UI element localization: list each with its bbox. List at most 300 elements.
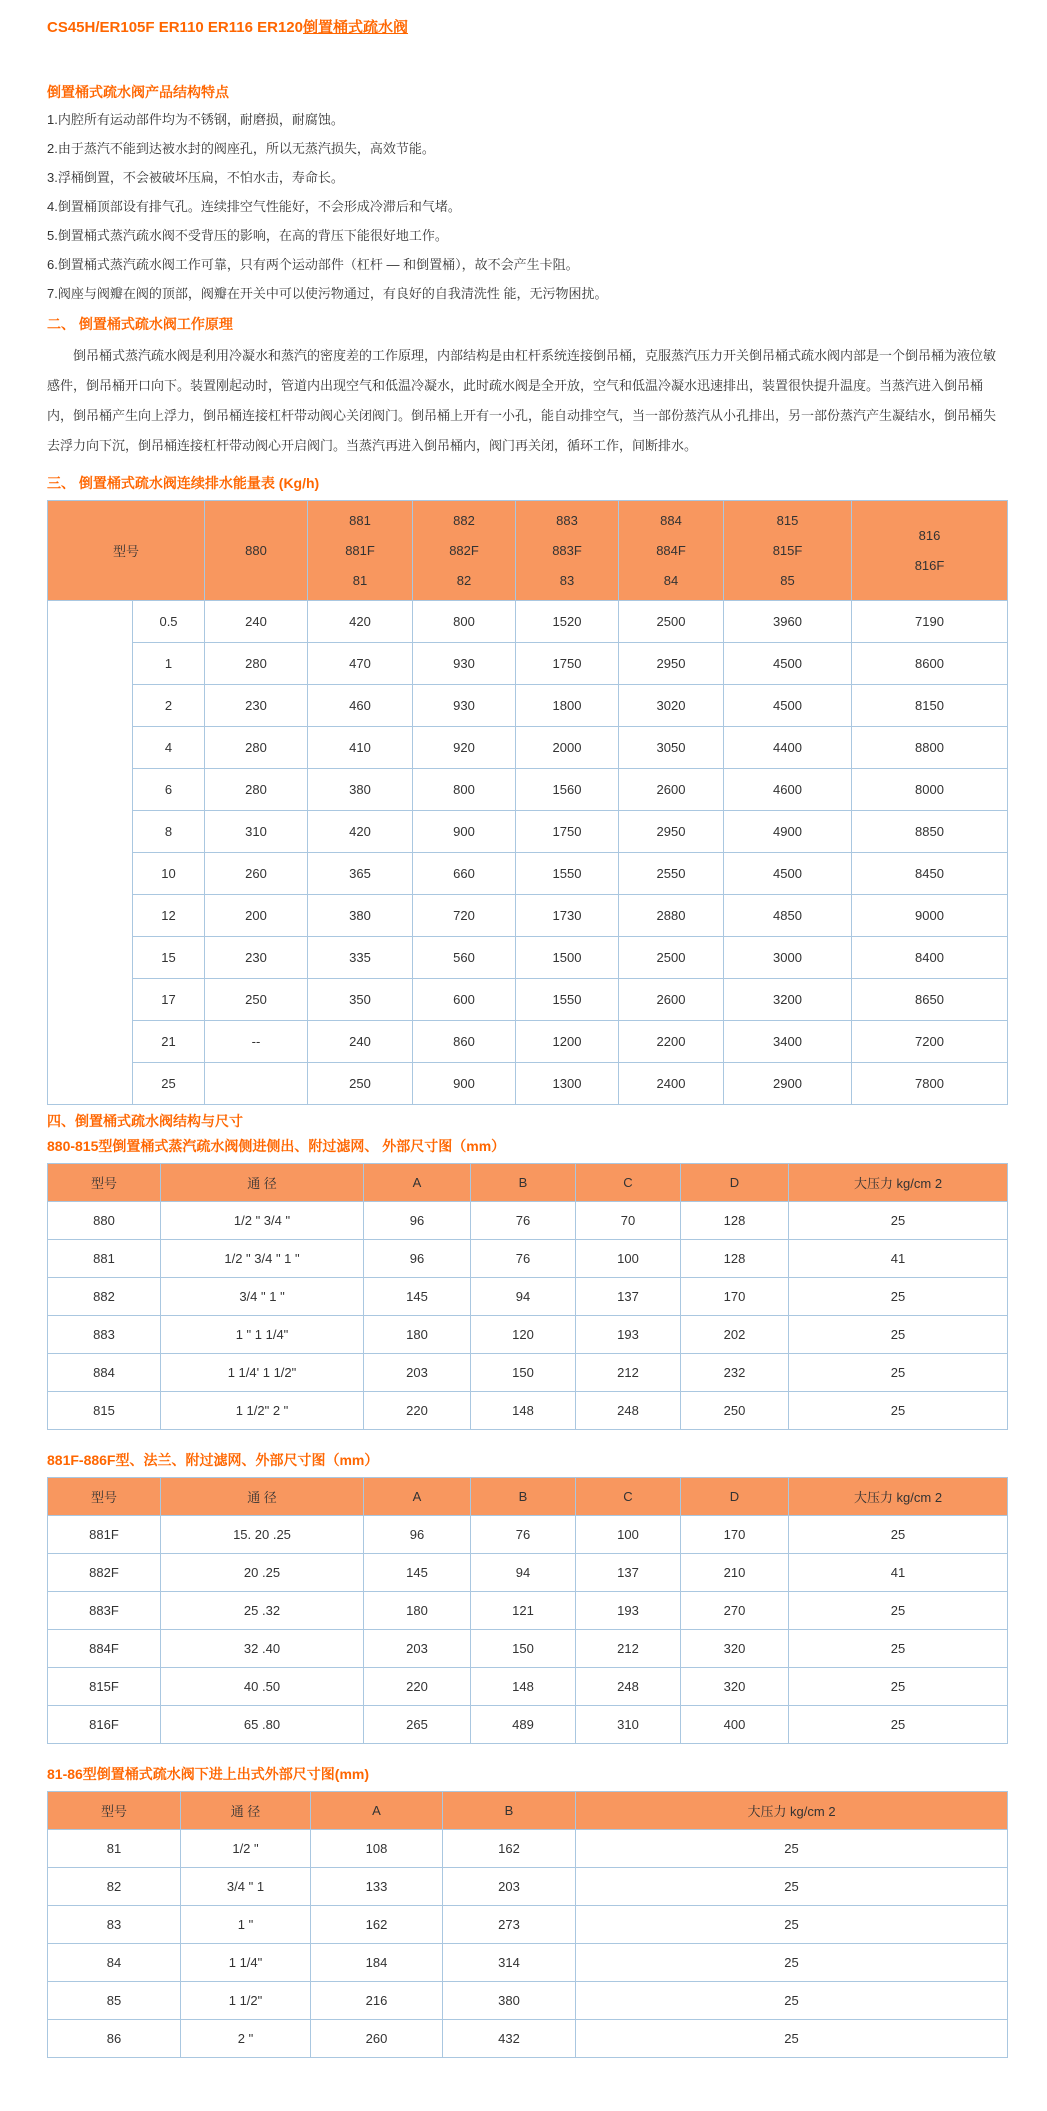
dimension-table-body [48, 1202, 1008, 1430]
capacity-row [48, 895, 1008, 937]
capacity-value-cell: 7200 [852, 1021, 1008, 1063]
dimension-column-header: 大压力 kg/cm 2 [576, 1792, 1008, 1830]
capacity-value-cell: 800 [413, 601, 516, 643]
capacity-value-cell: 280 [205, 769, 308, 811]
page-title-models: CS45H/ER105F ER110 ER116 ER120 [47, 19, 303, 36]
dimension-value-cell: 120 [471, 1316, 576, 1354]
capacity-value-cell: 470 [308, 643, 413, 685]
dimension-value-cell: 180 [364, 1316, 471, 1354]
dimension-column-header: D [681, 1164, 789, 1202]
capacity-value-cell: 4500 [724, 643, 852, 685]
capacity-value-cell: 4400 [724, 727, 852, 769]
dimension-header-row [48, 1478, 1008, 1516]
capacity-value-cell: 240 [205, 601, 308, 643]
dimension-table-body [48, 1830, 1008, 2058]
dimension-value-cell: 203 [443, 1868, 576, 1906]
dimension-row [48, 1516, 1008, 1554]
capacity-model-code: 881 [349, 512, 371, 528]
capacity-heading: 三、 倒置桶式疏水阀连续排水能量表 (Kg/h) [47, 475, 320, 491]
dimension-value-cell: 212 [576, 1630, 681, 1668]
capacity-value-cell: 2400 [619, 1063, 724, 1105]
capacity-value-cell: 310 [205, 811, 308, 853]
dimension-value-cell: 150 [471, 1354, 576, 1392]
dimension-value-cell: 1 1/4" [181, 1944, 311, 1982]
capacity-value-cell: 2950 [619, 811, 724, 853]
dimension-column-header: B [471, 1164, 576, 1202]
dimension-value-cell: 150 [471, 1630, 576, 1668]
dimension-value-cell: 250 [681, 1392, 789, 1430]
capacity-row [48, 1063, 1008, 1105]
dimension-table-caption: 81-86型倒置桶式疏水阀下进上出式外部尺寸图(mm) [47, 1766, 370, 1782]
capacity-pressure-cell: 21 [133, 1021, 205, 1063]
dimension-row [48, 1592, 1008, 1630]
dimension-value-cell: 265 [364, 1706, 471, 1744]
capacity-value-cell: 380 [308, 769, 413, 811]
dimension-value-cell: 137 [576, 1554, 681, 1592]
dimension-value-cell: 25 [789, 1392, 1008, 1430]
feature-item: 5.倒置桶式蒸汽疏水阀不受背压的影响，在高的背压下能很好地工作。 [47, 228, 448, 243]
dimension-column-header: C [576, 1478, 681, 1516]
dimension-column-header: 大压力 kg/cm 2 [789, 1478, 1008, 1516]
capacity-value-cell: 460 [308, 685, 413, 727]
capacity-table [47, 500, 1008, 1105]
dimension-value-cell: 25 [789, 1354, 1008, 1392]
capacity-table-body [48, 601, 1008, 1105]
capacity-value-cell: 4900 [724, 811, 852, 853]
capacity-model-code: 883 [556, 512, 578, 528]
page-title [47, 18, 1007, 38]
capacity-value-cell: 930 [413, 643, 516, 685]
dimension-table [47, 1791, 1008, 2058]
dimension-value-cell: 180 [364, 1592, 471, 1630]
capacity-pressure-cell: 2 [133, 685, 205, 727]
dimension-value-cell: 380 [443, 1982, 576, 2020]
dimension-value-cell: 25 [789, 1592, 1008, 1630]
capacity-pressure-cell: 15 [133, 937, 205, 979]
capacity-model-code: 85 [780, 572, 795, 588]
capacity-model-code: 815F [772, 542, 803, 558]
capacity-value-cell: 410 [308, 727, 413, 769]
dimension-value-cell: 20 .25 [161, 1554, 364, 1592]
capacity-model-header: 型号 [48, 501, 205, 601]
dimension-value-cell: 210 [681, 1554, 789, 1592]
dimension-value-cell: 25 [789, 1202, 1008, 1240]
capacity-value-cell: 1550 [516, 979, 619, 1021]
dimension-column-header: 通 径 [161, 1164, 364, 1202]
capacity-value-cell: 420 [308, 601, 413, 643]
model-cell: 86 [48, 2020, 181, 2058]
model-cell: 882 [48, 1278, 161, 1316]
dimension-value-cell: 76 [471, 1240, 576, 1278]
dimension-value-cell: 108 [311, 1830, 443, 1868]
capacity-model-code: 816 [918, 527, 941, 543]
dimension-value-cell: 162 [443, 1830, 576, 1868]
dimension-column-header: 型号 [48, 1792, 181, 1830]
capacity-model-code: 880 [245, 542, 267, 558]
dimension-value-cell: 489 [471, 1706, 576, 1744]
capacity-value-cell: 3400 [724, 1021, 852, 1063]
capacity-value-cell: 8800 [852, 727, 1008, 769]
dimension-value-cell: 220 [364, 1392, 471, 1430]
capacity-table-head [48, 501, 1008, 601]
dimension-value-cell: 25 [576, 1944, 1008, 1982]
dimension-value-cell: 320 [681, 1630, 789, 1668]
capacity-value-cell: 1750 [516, 811, 619, 853]
dimension-value-cell: 25 [576, 1868, 1008, 1906]
dimension-value-cell: 148 [471, 1392, 576, 1430]
dimension-value-cell: 212 [576, 1354, 681, 1392]
dimension-column-header: 通 径 [181, 1792, 311, 1830]
capacity-value-cell: 380 [308, 895, 413, 937]
dimension-value-cell: 3/4 " 1 " [161, 1278, 364, 1316]
dimension-tables [47, 1138, 1007, 2058]
model-cell: 84 [48, 1944, 181, 1982]
dimension-value-cell: 260 [311, 2020, 443, 2058]
dimension-column-header: 型号 [48, 1478, 161, 1516]
capacity-column-header [308, 501, 413, 601]
capacity-pressure-cell: 12 [133, 895, 205, 937]
dimension-table [47, 1163, 1008, 1430]
capacity-value-cell: 2880 [619, 895, 724, 937]
capacity-spacer-cell [48, 601, 133, 1105]
dimension-value-cell: 203 [364, 1630, 471, 1668]
capacity-value-cell: 2200 [619, 1021, 724, 1063]
capacity-value-cell: 1520 [516, 601, 619, 643]
dimension-row [48, 1278, 1008, 1316]
dimension-value-cell: 94 [471, 1278, 576, 1316]
feature-item: 7.阀座与阀瓣在阀的顶部，阀瓣在开关中可以使污物通过，有良好的自我清洗性 能，无污物困扰。 [47, 286, 608, 301]
dimension-value-cell: 1 1/2" 2 " [161, 1392, 364, 1430]
dimensions-heading: 四、倒置桶式疏水阀结构与尺寸 [47, 1113, 243, 1129]
capacity-row [48, 685, 1008, 727]
feature-item: 3.浮桶倒置，不会被破坏压扁，不怕水击，寿命长。 [47, 170, 344, 185]
dimension-value-cell: 1 " [181, 1906, 311, 1944]
capacity-value-cell: 920 [413, 727, 516, 769]
model-cell: 816F [48, 1706, 161, 1744]
capacity-pressure-cell: 4 [133, 727, 205, 769]
capacity-pressure-cell: 1 [133, 643, 205, 685]
dimension-value-cell: 203 [364, 1354, 471, 1392]
capacity-value-cell: 8850 [852, 811, 1008, 853]
capacity-value-cell: 3960 [724, 601, 852, 643]
capacity-value-cell: 900 [413, 1063, 516, 1105]
capacity-model-code: 882F [449, 542, 479, 558]
dimension-value-cell: 100 [576, 1516, 681, 1554]
dimension-value-cell: 25 .32 [161, 1592, 364, 1630]
dimension-value-cell: 25 [576, 1830, 1008, 1868]
dimension-header-row [48, 1792, 1008, 1830]
capacity-row [48, 811, 1008, 853]
capacity-value-cell: 800 [413, 769, 516, 811]
model-cell: 882F [48, 1554, 161, 1592]
capacity-value-cell: 1800 [516, 685, 619, 727]
capacity-value-cell: 1560 [516, 769, 619, 811]
principle-heading: 二、 倒置桶式疏水阀工作原理 [47, 316, 233, 332]
capacity-column-header [852, 501, 1008, 601]
capacity-row [48, 1021, 1008, 1063]
capacity-model-code: 882 [453, 512, 475, 528]
capacity-value-cell: 8600 [852, 643, 1008, 685]
dimension-column-header: A [364, 1478, 471, 1516]
dimension-header-row [48, 1164, 1008, 1202]
dimension-table-head [48, 1478, 1008, 1516]
capacity-value-cell: 1730 [516, 895, 619, 937]
dimension-value-cell: 25 [789, 1706, 1008, 1744]
capacity-model-code: 883F [552, 542, 582, 558]
model-cell: 83 [48, 1906, 181, 1944]
capacity-value-cell: 600 [413, 979, 516, 1021]
dimension-column-header: B [443, 1792, 576, 1830]
dimension-row [48, 1202, 1008, 1240]
dimension-column-header: B [471, 1478, 576, 1516]
dimension-value-cell: 432 [443, 2020, 576, 2058]
dimension-value-cell: 162 [311, 1906, 443, 1944]
dimension-value-cell: 1 1/4' 1 1/2" [161, 1354, 364, 1392]
capacity-value-cell: 420 [308, 811, 413, 853]
dimension-value-cell: 1/2 " 3/4 " 1 " [161, 1240, 364, 1278]
capacity-value-cell: 365 [308, 853, 413, 895]
dimension-row [48, 1706, 1008, 1744]
dimension-value-cell: 202 [681, 1316, 789, 1354]
dimension-row [48, 1354, 1008, 1392]
model-cell: 884F [48, 1630, 161, 1668]
dimension-row [48, 1944, 1008, 1982]
dimension-value-cell: 314 [443, 1944, 576, 1982]
capacity-pressure-cell: 17 [133, 979, 205, 1021]
capacity-value-cell: 200 [205, 895, 308, 937]
model-cell: 815 [48, 1392, 161, 1430]
capacity-value-cell: 3200 [724, 979, 852, 1021]
model-cell: 85 [48, 1982, 181, 2020]
capacity-value-cell: 2550 [619, 853, 724, 895]
dimension-row [48, 1240, 1008, 1278]
dimension-value-cell: 320 [681, 1668, 789, 1706]
dimension-value-cell: 25 [789, 1668, 1008, 1706]
dimension-value-cell: 41 [789, 1240, 1008, 1278]
capacity-row [48, 769, 1008, 811]
capacity-pressure-cell: 8 [133, 811, 205, 853]
capacity-row [48, 643, 1008, 685]
capacity-value-cell: 280 [205, 727, 308, 769]
dimension-value-cell: 100 [576, 1240, 681, 1278]
dimension-value-cell: 1/2 " [181, 1830, 311, 1868]
dimension-value-cell: 32 .40 [161, 1630, 364, 1668]
capacity-value-cell: 1300 [516, 1063, 619, 1105]
dimension-value-cell: 145 [364, 1278, 471, 1316]
capacity-pressure-cell: 6 [133, 769, 205, 811]
feature-item: 6.倒置桶式蒸汽疏水阀工作可靠，只有两个运动部件（杠杆 — 和倒置桶），故不会产生卡阻。 [47, 257, 579, 272]
capacity-value-cell: 900 [413, 811, 516, 853]
dimension-column-header: A [311, 1792, 443, 1830]
dimension-row [48, 2020, 1008, 2058]
model-cell: 880 [48, 1202, 161, 1240]
dimension-column-header: A [364, 1164, 471, 1202]
dimension-value-cell: 121 [471, 1592, 576, 1630]
dimension-value-cell: 96 [364, 1202, 471, 1240]
feature-item: 2.由于蒸汽不能到达被水封的阀座孔，所以无蒸汽损失，高效节能。 [47, 141, 435, 156]
dimension-table-caption: 880-815型倒置桶式蒸汽疏水阀侧进侧出、附过滤网、 外部尺寸图（mm） [47, 1138, 506, 1154]
capacity-row [48, 853, 1008, 895]
capacity-pressure-cell: 10 [133, 853, 205, 895]
dimension-value-cell: 96 [364, 1240, 471, 1278]
capacity-value-cell: 2600 [619, 979, 724, 1021]
dimension-value-cell: 25 [789, 1630, 1008, 1668]
capacity-value-cell: 4500 [724, 853, 852, 895]
capacity-value-cell: 3000 [724, 937, 852, 979]
capacity-value-cell: 2500 [619, 937, 724, 979]
dimension-value-cell: 76 [471, 1202, 576, 1240]
capacity-column-header [724, 501, 852, 601]
dimension-column-header: 通 径 [161, 1478, 364, 1516]
capacity-value-cell: 240 [308, 1021, 413, 1063]
capacity-value-cell: 560 [413, 937, 516, 979]
capacity-value-cell: 250 [205, 979, 308, 1021]
capacity-value-cell: 335 [308, 937, 413, 979]
dimension-value-cell: 137 [576, 1278, 681, 1316]
capacity-value-cell: 8650 [852, 979, 1008, 1021]
dimension-value-cell: 25 [576, 1982, 1008, 2020]
capacity-value-cell: 250 [308, 1063, 413, 1105]
capacity-value-cell: 230 [205, 685, 308, 727]
dimension-value-cell: 94 [471, 1554, 576, 1592]
dimension-table-body [48, 1516, 1008, 1744]
dimension-value-cell: 193 [576, 1316, 681, 1354]
dimension-value-cell: 170 [681, 1278, 789, 1316]
capacity-value-cell: 7800 [852, 1063, 1008, 1105]
capacity-value-cell: 2950 [619, 643, 724, 685]
dimension-value-cell: 25 [789, 1278, 1008, 1316]
capacity-value-cell: 660 [413, 853, 516, 895]
dimension-value-cell: 145 [364, 1554, 471, 1592]
capacity-row [48, 937, 1008, 979]
dimension-column-header: 大压力 kg/cm 2 [789, 1164, 1008, 1202]
capacity-value-cell: 7190 [852, 601, 1008, 643]
dimension-value-cell: 41 [789, 1554, 1008, 1592]
feature-item: 4.倒置桶顶部设有排气孔。连续排空气性能好，不会形成冷滞后和气堵。 [47, 199, 461, 214]
capacity-value-cell [205, 1063, 308, 1105]
dimension-row [48, 1830, 1008, 1868]
capacity-value-cell: 2900 [724, 1063, 852, 1105]
capacity-model-code: 881F [345, 542, 375, 558]
dimension-column-header: C [576, 1164, 681, 1202]
capacity-pressure-cell: 0.5 [133, 601, 205, 643]
dimension-value-cell: 65 .80 [161, 1706, 364, 1744]
capacity-value-cell: 2600 [619, 769, 724, 811]
dimension-value-cell: 310 [576, 1706, 681, 1744]
capacity-value-cell: 8150 [852, 685, 1008, 727]
dimension-value-cell: 220 [364, 1668, 471, 1706]
capacity-value-cell: 2000 [516, 727, 619, 769]
capacity-value-cell: 260 [205, 853, 308, 895]
dimension-row [48, 1868, 1008, 1906]
capacity-column-header [205, 501, 308, 601]
dimension-value-cell: 128 [681, 1240, 789, 1278]
dimension-value-cell: 248 [576, 1392, 681, 1430]
capacity-model-code: 815 [776, 512, 799, 528]
capacity-value-cell: 4600 [724, 769, 852, 811]
capacity-value-cell: 280 [205, 643, 308, 685]
dimension-value-cell: 25 [576, 1906, 1008, 1944]
dimension-row [48, 1630, 1008, 1668]
capacity-model-code: 884 [660, 512, 682, 528]
capacity-row [48, 601, 1008, 643]
dimension-value-cell: 184 [311, 1944, 443, 1982]
dimension-value-cell: 248 [576, 1668, 681, 1706]
dimension-value-cell: 273 [443, 1906, 576, 1944]
capacity-value-cell: 8450 [852, 853, 1008, 895]
dimension-value-cell: 1 " 1 1/4" [161, 1316, 364, 1354]
capacity-value-cell: 3050 [619, 727, 724, 769]
capacity-value-cell: 720 [413, 895, 516, 937]
dimension-value-cell: 25 [576, 2020, 1008, 2058]
capacity-column-header [413, 501, 516, 601]
model-cell: 883 [48, 1316, 161, 1354]
dimension-value-cell: 148 [471, 1668, 576, 1706]
capacity-header-row [48, 501, 1008, 601]
dimension-table [47, 1477, 1008, 1744]
capacity-row [48, 979, 1008, 1021]
model-cell: 82 [48, 1868, 181, 1906]
capacity-row [48, 727, 1008, 769]
features-heading: 倒置桶式疏水阀产品结构特点 [47, 84, 229, 100]
model-cell: 881 [48, 1240, 161, 1278]
dimension-row [48, 1906, 1008, 1944]
capacity-value-cell: 930 [413, 685, 516, 727]
principle-paragraph: 倒吊桶式蒸汽疏水阀是利用冷凝水和蒸汽的密度差的工作原理，内部结构是由杠杆系统连接倒吊桶，克服蒸汽压力开关倒吊桶式疏水阀内部是一个倒吊桶为液位敏感件，倒吊桶开口向下。装置刚起动时，管道内出现空气和低温冷凝水，此时疏水阀是全开放，空气和低温冷凝水迅速排出，装置很快提升温度。当蒸汽进入倒吊桶内，倒吊桶产生向上浮力，倒吊桶连接杠杆带动阀心关闭阀门。倒吊桶上开有一小孔，能自动排空气，当一部份蒸汽从小孔排出，另一部份蒸汽产生凝结水，倒吊桶失去浮力向下沉，倒吊桶连接杠杆带动阀心开启阀门。当蒸汽再进入倒吊桶内，阀门再关闭，循环工作，间断排水。 [47, 348, 997, 453]
model-cell: 881F [48, 1516, 161, 1554]
capacity-model-code: 816F [914, 557, 945, 573]
capacity-value-cell: 8000 [852, 769, 1008, 811]
dimension-value-cell: 128 [681, 1202, 789, 1240]
dimension-value-cell: 25 [789, 1316, 1008, 1354]
capacity-value-cell: 350 [308, 979, 413, 1021]
feature-item: 1.内腔所有运动部件均为不锈钢，耐磨损，耐腐蚀。 [47, 112, 344, 127]
capacity-value-cell: -- [205, 1021, 308, 1063]
dimension-table-caption: 881F-886F型、法兰、附过滤网、外部尺寸图（mm） [47, 1452, 379, 1468]
capacity-value-cell: 1200 [516, 1021, 619, 1063]
dimension-value-cell: 40 .50 [161, 1668, 364, 1706]
dimension-value-cell: 15. 20 .25 [161, 1516, 364, 1554]
dimension-row [48, 1392, 1008, 1430]
dimension-row [48, 1554, 1008, 1592]
dimension-value-cell: 400 [681, 1706, 789, 1744]
capacity-model-code: 83 [559, 572, 575, 588]
dimension-value-cell: 96 [364, 1516, 471, 1554]
dimension-row [48, 1316, 1008, 1354]
capacity-value-cell: 9000 [852, 895, 1008, 937]
dimension-value-cell: 2 " [181, 2020, 311, 2058]
page-title-link[interactable]: 倒置桶式疏水阀 [303, 19, 409, 36]
dimension-table-head [48, 1164, 1008, 1202]
capacity-value-cell: 3020 [619, 685, 724, 727]
capacity-value-cell: 8400 [852, 937, 1008, 979]
model-cell: 81 [48, 1830, 181, 1868]
capacity-value-cell: 4500 [724, 685, 852, 727]
dimension-value-cell: 76 [471, 1516, 576, 1554]
dimension-value-cell: 270 [681, 1592, 789, 1630]
dimension-value-cell: 1/2 " 3/4 " [161, 1202, 364, 1240]
dimension-value-cell: 170 [681, 1516, 789, 1554]
capacity-column-header [619, 501, 724, 601]
capacity-value-cell: 1550 [516, 853, 619, 895]
capacity-model-code: 82 [456, 572, 472, 588]
dimension-table-head [48, 1792, 1008, 1830]
capacity-model-code: 84 [663, 572, 679, 588]
dimension-value-cell: 232 [681, 1354, 789, 1392]
capacity-value-cell: 2500 [619, 601, 724, 643]
dimension-column-header: 型号 [48, 1164, 161, 1202]
dimension-value-cell: 216 [311, 1982, 443, 2020]
